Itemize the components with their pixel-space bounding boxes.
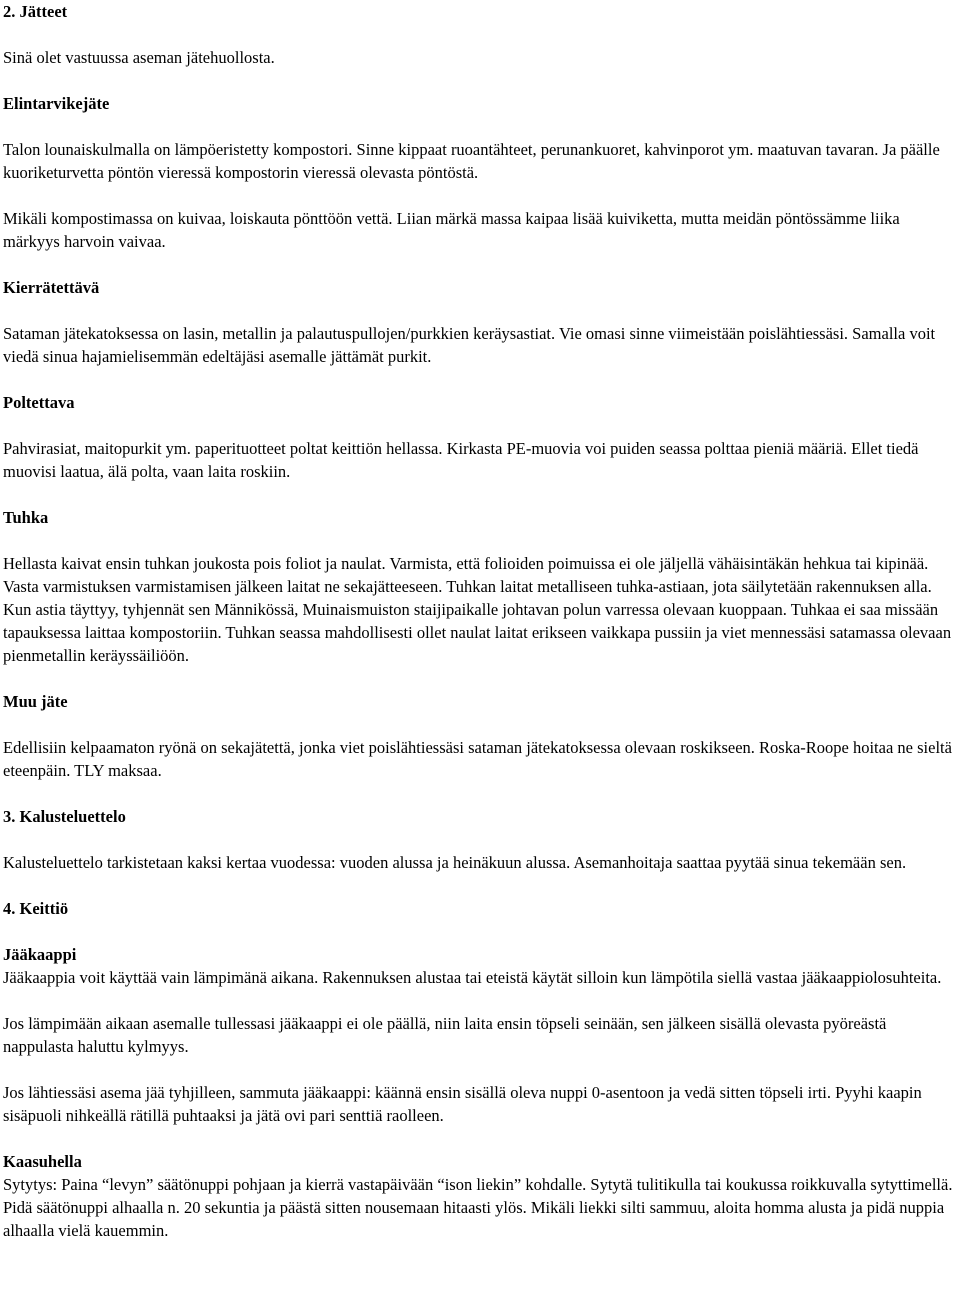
paragraph-kaasuhella: Sytytys: Paina “levyn” säätönuppi pohjaan ja kierrä vastapäivään “ison liekin” kohdalle. Sytytä tulitikulla tai koukussa roikkuvalla sytyttimellä. Pidä säätönuppi alhaalla n. 20 sekuntia ja päästä sitten nousemaan hitaasti ylös. Mikäli liekki silti sammuu, aloita homma alusta ja pidä nuppia alhaalla vielä kauemmin.	[3, 1175, 953, 1240]
section-heading-kalusteluettelo: 3. Kalusteluettelo	[3, 807, 126, 826]
subheading-elintarvikejate: Elintarvikejäte	[3, 94, 110, 113]
section-heading-jatteet: 2. Jätteet	[3, 2, 68, 21]
paragraph-elintarvikejate-1: Talon lounaiskulmalla on lämpöeristetty kompostori. Sinne kippaat ruoantähteet, perunankuoret, kahvinporot ym. maatuvan tavaran. Ja päälle kuoriketurvetta pöntön vieressä kompostorin vieressä olevasta pöntöstä.	[3, 140, 940, 182]
paragraph-jaakaappi-3: Jos lähtiessäsi asema jää tyhjilleen, sammuta jääkaappi: käännä ensin sisällä oleva nuppi 0-asentoon ja vedä sitten töpseli irti. Pyyhi kaapin sisäpuoli nihkeällä rätillä puhtaaksi ja jätä ovi pari senttiä raolleen.	[3, 1083, 922, 1125]
section-heading-keittio: 4. Keittiö	[3, 899, 69, 918]
subheading-muu-jate: Muu jäte	[3, 692, 68, 711]
paragraph-jatteet-intro: Sinä olet vastuussa aseman jätehuollosta.	[3, 48, 275, 67]
paragraph-jaakaappi-2: Jos lämpimään aikaan asemalle tullessasi jääkaappi ei ole päällä, niin laita ensin töpseli seinään, sen jälkeen sisällä olevasta pyöreästä nappulasta haluttu kylmyys.	[3, 1014, 887, 1056]
subheading-tuhka: Tuhka	[3, 508, 49, 527]
paragraph-kierratettava: Sataman jätekatoksessa on lasin, metallin ja palautuspullojen/purkkien keräysastiat. Vie omasi sinne viimeistään poislähtiessäsi. Samalla voit viedä sinua hajamielisemmän edeltäjäsi asemalle jättämät purkit.	[3, 324, 936, 366]
paragraph-poltettava: Pahvirasiat, maitopurkit ym. paperituotteet poltat keittiön hellassa. Kirkasta PE-muovia voi puiden seassa polttaa pieniä määriä. Ellet tiedä muovisi laatua, älä polta, vaan laita roskiin.	[3, 439, 919, 481]
subheading-poltettava: Poltettava	[3, 393, 75, 412]
subheading-jaakaappi: Jääkaappi	[3, 945, 77, 964]
paragraph-tuhka: Hellasta kaivat ensin tuhkan joukosta pois foliot ja naulat. Varmista, että folioiden poimuissa ei ole jäljellä vähäisintäkän hehkua tai kipinää. Vasta varmistuksen varmistamisen jälkeen laitat ne sekajätteeseen. Tuhkan laitat metalliseen tuhka-astiaan, jota säilytetään rakennuksen alla. Kun astia täyttyy, tyhjennät sen Männikössä, Muinaismuiston staijipaikalle johtavan polun varressa olevaan kuoppaan. Tuhkaa ei saa missään tapauksessa laittaa kompostoriin. Tuhkan seassa mahdollisesti ollet naulat laitat erikseen vaikkapa pussiin ja viet mennessäsi satamassa olevaan pienmetallin keräyssäiliöön.	[3, 554, 952, 665]
paragraph-muu-jate: Edellisiin kelpaamaton ryönä on sekajätettä, jonka viet poislähtiessäsi sataman jätekatoksessa olevaan roskikseen. Roska-Roope hoitaa ne sieltä eteenpäin. TLY maksaa.	[3, 738, 952, 780]
paragraph-elintarvikejate-2: Mikäli kompostimassa on kuivaa, loiskauta pönttöön vettä. Liian märkä massa kaipaa lisää kuiviketta, mutta meidän pöntössämme liika märkyys harvoin vaivaa.	[3, 209, 900, 251]
subheading-kaasuhella: Kaasuhella	[3, 1152, 82, 1171]
paragraph-kalusteluettelo: Kalusteluettelo tarkistetaan kaksi kertaa vuodessa: vuoden alussa ja heinäkuun alussa. Asemanhoitaja saattaa pyytää sinua tekemään sen.	[3, 853, 907, 872]
paragraph-jaakaappi-1: Jääkaappia voit käyttää vain lämpimänä aikana. Rakennuksen alustaa tai eteistä käytät silloin kun lämpötila siellä vastaa jääkaappiolosuhteita.	[3, 968, 942, 987]
subheading-kierratettava: Kierrätettävä	[3, 278, 100, 297]
